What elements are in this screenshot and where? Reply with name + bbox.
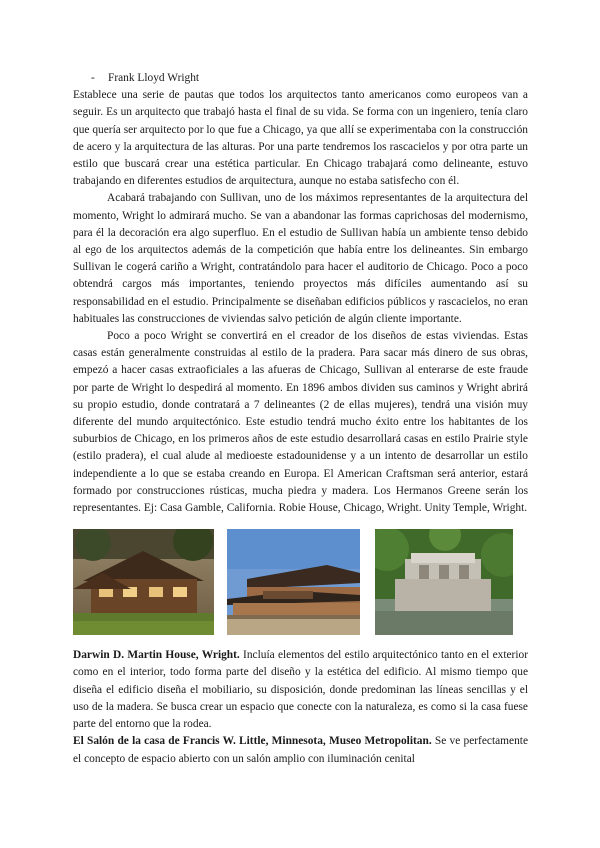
heading-title: Frank Lloyd Wright [108,72,200,84]
paragraph-1: Establece una serie de pautas que todos los arquitectos tanto americanos como europeos van a seguir. Es un arquitecto que trabajó hasta el final de su vida. Se forma con un ingeniero, tenía claro que quería ser arquitecto por lo que fue a Chicago, ya que allí se experimentaba con la construcción de acero y la arquitectura de las alturas. Por una parte tendremos los rascacielos y por otra parte un estilo que buscará crear una estética particular. En Chicago trabajará como delineante, estuvo trabajando en diferentes estudios de arquitectura, aunque no estaba satisfecho con él. [73,89,528,188]
caption-1-text: Incluía elementos del estilo arquitectónico tanto en el exterior como en el interior, todo forma parte del diseño y la estética del edificio. Al mismo tiempo que diseña el edificio diseña el mobiliario, su disposición, donde predominan las líneas sencillas y el uso de la madera. Se busca crear un espacio que conecte con la naturaleza, es como si la casa fuese parte del entorno que la rodea. [73,649,528,731]
unity-temple-photo [375,529,513,635]
photo-row [73,529,528,639]
paragraph-3: Poco a poco Wright se convertirá en el creador de los diseños de estas viviendas. Estas casas están generalmente construidas al estilo de la pradera. Para sacar más dinero de sus obras, empezó a hacer casas extraoficiales a las afueras de Chicago, Sullivan al enterarse de este fraude por parte de Wright lo despedirá al momento. En 1896 ambos dividen sus caminos y Wright abrirá su propio estudio, donde contratará a 7 delineantes (2 de ellas mujeres), tendrá una visión muy diferente del mundo arquitectónico. Este estudio tendrá mucho éxito entre los habitantes de los suburbios de Chicago, en los primeros años de este estudio desarrollará casas en estilo Prairie style (estilo pradera), el cual alude al medioeste estadounidense y a un intento de desarrollar un estilo independiente a lo que se estaba creando en Europa. El American Craftsman será anterior, estará formado por construcciones rústicas, mucha piedra y madera. Los Hermanos Greene serán los representantes. Ej: Casa Gamble, California. Robie House, Chicago, Wright. Unity Temple, Wright. [73,330,528,515]
section-heading [91,70,528,87]
heading-bullet: - [91,72,95,84]
caption-1-title: Darwin D. Martin House, Wright. [73,649,240,662]
caption-2-text: Se ve perfectamente el concepto de espacio abierto con un salón amplio con iluminación cenital [73,735,528,765]
paragraph-2: Acabará trabajando con Sullivan, uno de los máximos representantes de la arquitectura del momento, Wright lo admirará mucho. Se van a abandonar las formas caprichosas del modernismo, para él la decoración era algo superfluo. En el estudio de Sullivan había un ambiente tenso debido al ego de los arquitectos además de la competición que había entre los delineantes. Sin embargo Sullivan le cogerá cariño a Wright, contratándolo para hacer el auditorio de Chicago. Poco a poco obtendrá cargos más importantes, teniendo proyectos más difíciles aumentando así su responsabilidad en el estudio. Principalmente se diseñaban edificios públicos y rascacielos, no eran habituales las construcciones de viviendas salvo petición de algún cliente importante. [73,192,528,325]
document-page [73,70,528,768]
caption-2-title: El Salón de la casa de Francis W. Little, Minnesota, Museo Metropolitan. [73,735,432,748]
robie-house-photo [227,529,360,635]
caption-2 [73,733,528,767]
gamble-house-photo [73,529,214,635]
caption-1 [73,647,528,733]
